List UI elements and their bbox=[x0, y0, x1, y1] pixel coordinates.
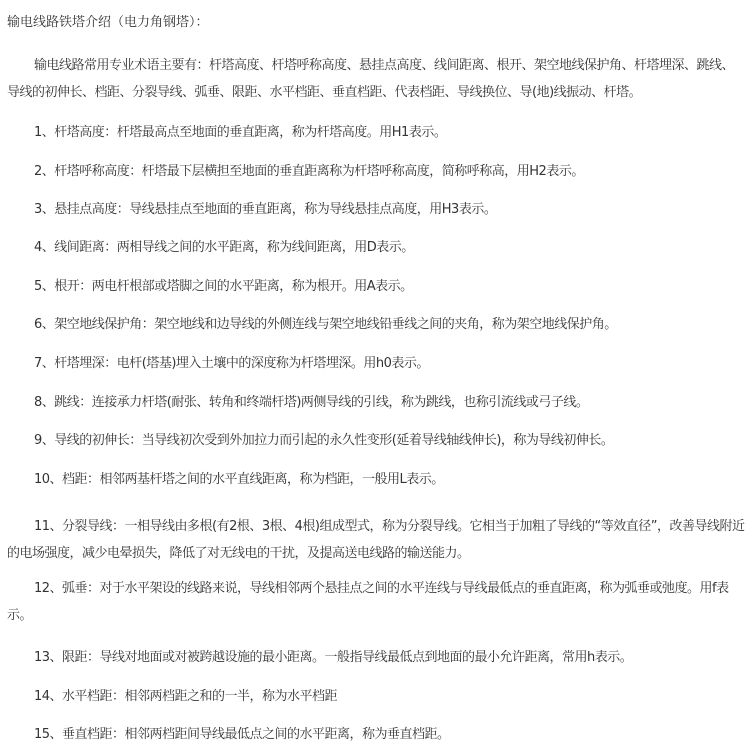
term-item-7 bbox=[7, 350, 745, 377]
term-text: 垂直档距：相邻两档距间导线最低点之间的水平距离，称为垂直档距。 bbox=[62, 727, 450, 742]
term-item-14 bbox=[7, 683, 745, 710]
document-title: 输电线路铁塔介绍（电力角钢塔）： bbox=[7, 15, 209, 30]
term-number: 12、 bbox=[34, 581, 63, 596]
term-item-1 bbox=[7, 119, 745, 146]
term-text: 导线的初伸长：当导线初次受到外加拉力而引起的永久性变形(延着导线轴线伸长)，称为导线初伸长。 bbox=[54, 433, 614, 448]
term-item-4 bbox=[7, 234, 745, 261]
term-number: 4、 bbox=[34, 240, 55, 255]
term-text: 杆塔埋深：电杆(塔基)埋入土壤中的深度称为杆塔埋深。用h0表示。 bbox=[54, 356, 429, 371]
term-text: 分裂导线：一相导线由多根(有2根、3根、4根)组成型式，称为分裂导线。它相当于加粗了导线的“等效直径”，改善导线附近的电场强度，减少电晕损失，降低了对无线电的干扰，及提高送电线路的输送能力。 bbox=[7, 519, 745, 561]
term-number: 9、 bbox=[34, 433, 55, 448]
term-text: 档距：相邻两基杆塔之间的水平直线距离，称为档距，一般用L表示。 bbox=[62, 472, 444, 487]
term-item-13 bbox=[7, 644, 745, 671]
term-number: 14、 bbox=[34, 689, 63, 704]
term-text: 限距：导线对地面或对被跨越设施的最小距离。一般指导线最低点到地面的最小允许距离，常用h表示。 bbox=[62, 650, 633, 665]
term-item-2 bbox=[7, 158, 745, 185]
term-number: 8、 bbox=[34, 395, 55, 410]
term-text: 跳线：连接承力杆塔(耐张、转角和终端杆塔)两侧导线的引线，称为跳线，也称引流线或弓子线。 bbox=[54, 395, 589, 410]
term-item-15 bbox=[7, 721, 745, 748]
term-number: 1、 bbox=[34, 125, 55, 140]
term-text: 悬挂点高度：导线悬挂点至地面的垂直距离，称为导线悬挂点高度，用H3表示。 bbox=[54, 202, 497, 217]
term-number: 11、 bbox=[34, 519, 63, 534]
term-text: 根开：两电杆根部或塔脚之间的水平距离，称为根开。用A表示。 bbox=[54, 279, 413, 294]
term-item-5 bbox=[7, 273, 745, 300]
term-text: 架空地线保护角：架空地线和边导线的外侧连线与架空地线铅垂线之间的夹角，称为架空地线保护角。 bbox=[54, 317, 617, 332]
term-number: 13、 bbox=[34, 650, 63, 665]
term-item-6 bbox=[7, 311, 745, 338]
term-number: 10、 bbox=[34, 472, 63, 487]
term-number: 3、 bbox=[34, 202, 55, 217]
term-item-8 bbox=[7, 389, 745, 416]
term-number: 15、 bbox=[34, 727, 63, 742]
term-item-10 bbox=[7, 466, 745, 493]
term-text: 弧垂：对于水平架设的线路来说，导线相邻两个悬挂点之间的水平连线与导线最低点的垂直距离，称为弧垂或弛度。用f表示。 bbox=[7, 581, 729, 623]
term-text: 杆塔呼称高度：杆塔最下层横担至地面的垂直距离称为杆塔呼称高度，简称呼称高，用H2表示。 bbox=[54, 164, 584, 179]
intro-paragraph: 输电线路常用专业术语主要有：杆塔高度、杆塔呼称高度、悬挂点高度、线间距离、根开、架空地线保护角、杆塔埋深、跳线、导线的初伸长、档距、分裂导线、弧垂、限距、水平档距、垂直档距、代表档距、导线换位、导(地)线振动、杆塔。 bbox=[7, 58, 735, 100]
term-item-11 bbox=[7, 513, 745, 567]
term-text: 线间距离：两相导线之间的水平距离，称为线间距离，用D表示。 bbox=[54, 240, 414, 255]
term-number: 2、 bbox=[34, 164, 55, 179]
term-number: 7、 bbox=[34, 356, 55, 371]
term-item-12 bbox=[7, 575, 745, 629]
term-number: 5、 bbox=[34, 279, 55, 294]
term-text: 水平档距：相邻两档距之和的一半，称为水平档距 bbox=[62, 689, 338, 704]
term-item-9 bbox=[7, 427, 745, 454]
term-text: 杆塔高度：杆塔最高点至地面的垂直距离，称为杆塔高度。用H1表示。 bbox=[54, 125, 447, 140]
term-item-3 bbox=[7, 196, 745, 223]
term-number: 6、 bbox=[34, 317, 55, 332]
